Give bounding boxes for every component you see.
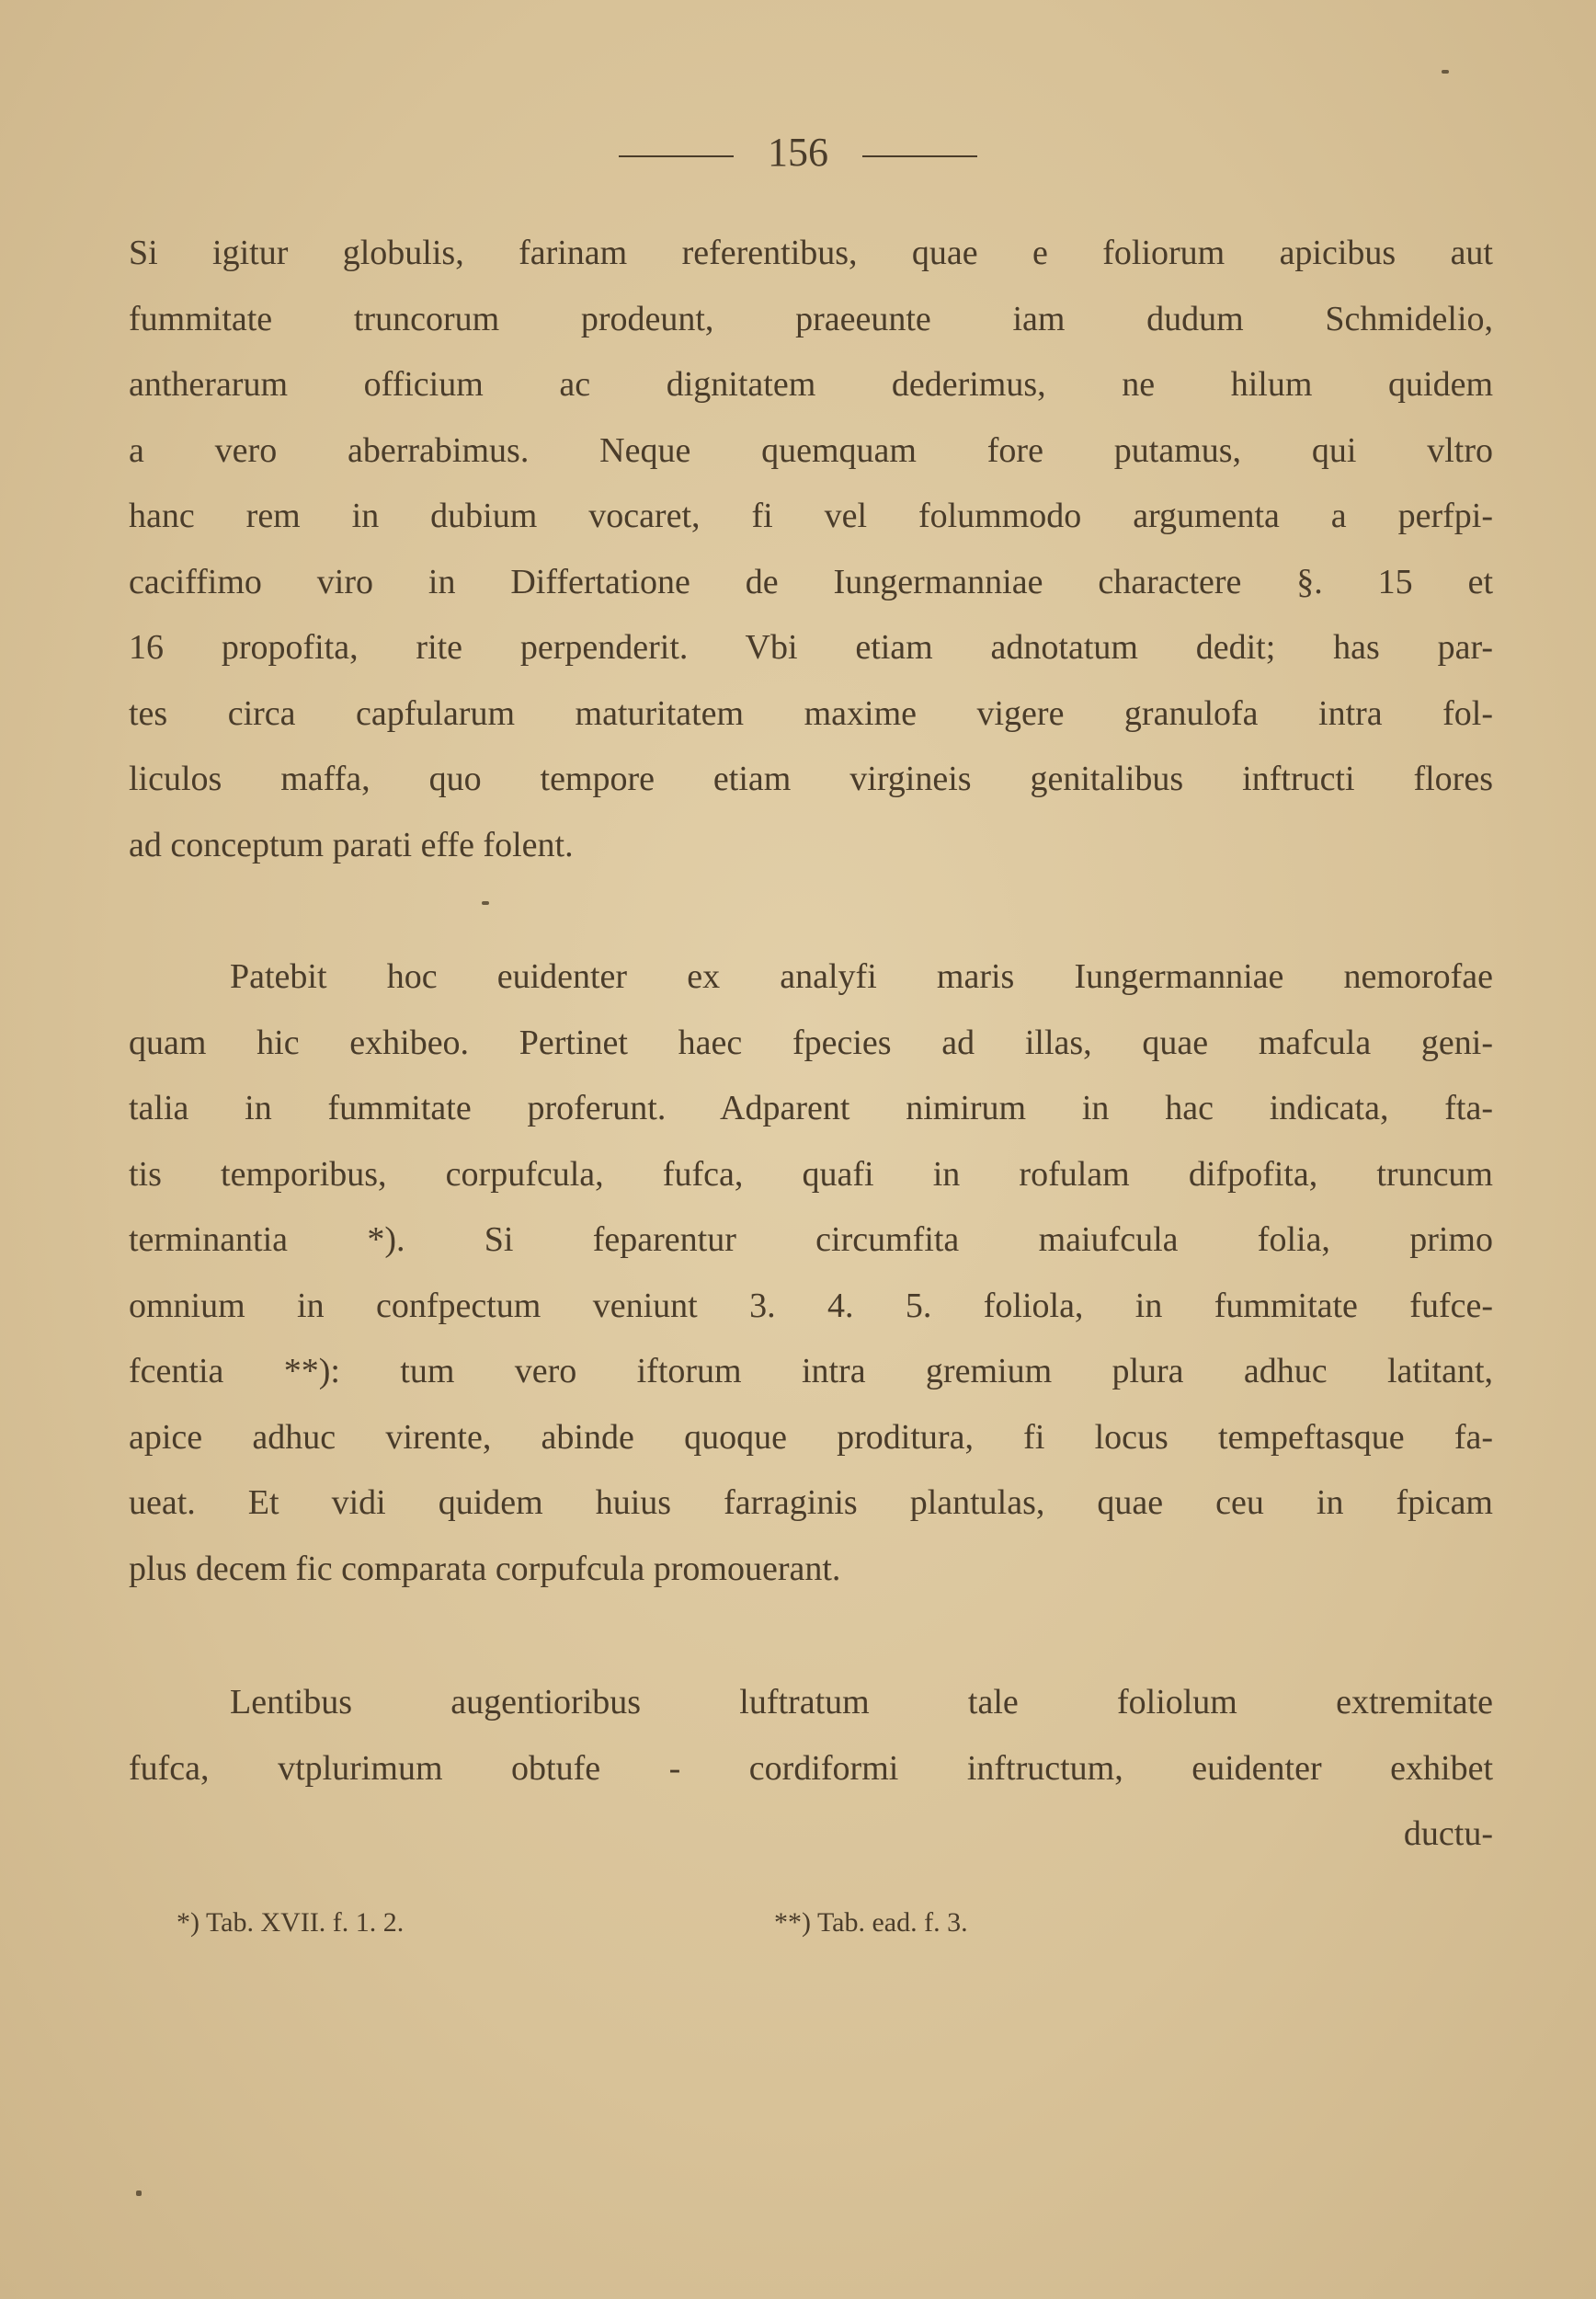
page-header bbox=[0, 129, 1596, 176]
footnote-1: *) Tab. XVII. f. 1. 2. bbox=[177, 1907, 405, 1938]
text-line: terminantia *). Si feparentur circumfita maiufcula folia, primo bbox=[129, 1220, 1493, 1259]
text-line: talia in fummitate proferunt. Adparent nimirum in hac indicata, fta- bbox=[129, 1089, 1493, 1127]
text-line: ueat. Et vidi quidem huius farraginis plantulas, quae ceu in fpicam bbox=[129, 1483, 1493, 1522]
page-number: 156 bbox=[768, 130, 828, 175]
text-line: plus decem fic comparata corpufcula promouerant. bbox=[129, 1549, 841, 1588]
text-line: caciffimo viro in Differtatione de Iungermanniae charactere §. 15 et bbox=[129, 562, 1493, 601]
text-line: fcentia **): tum vero iftorum intra gremium plura adhuc latitant, bbox=[129, 1352, 1493, 1390]
text-line: 16 propofita, rite perpenderit. Vbi etiam adnotatum dedit; has par- bbox=[129, 628, 1493, 667]
text-line: fufca, vtplurimum obtufe - cordiformi inftructum, euidenter exhibet bbox=[129, 1748, 1493, 1788]
text-line: apice adhuc virente, abinde quoque proditura, fi locus tempeftasque fa- bbox=[129, 1417, 1493, 1457]
text-line: tis temporibus, corpufcula, fufca, quafi in rofulam difpofita, truncum bbox=[129, 1154, 1493, 1194]
text-line: ad conceptum parati effe folent. bbox=[129, 825, 574, 864]
paragraph-2 bbox=[129, 944, 1493, 1602]
header-rule-right bbox=[862, 155, 977, 157]
text-line: quam hic exhibeo. Pertinet haec fpecies ad illas, quae mafcula geni- bbox=[129, 1023, 1493, 1062]
paragraph-1 bbox=[129, 221, 1493, 878]
ink-speck bbox=[482, 901, 489, 905]
header-rule-left bbox=[619, 155, 734, 157]
text-line: Si igitur globulis, farinam referentibus, quae e foliorum apicibus aut bbox=[129, 234, 1493, 272]
text-line: tes circa capfularum maturitatem maxime vigere granulofa intra fol- bbox=[129, 693, 1493, 733]
text-line: antherarum officium ac dignitatem dederimus, ne hilum quidem bbox=[129, 365, 1493, 404]
ink-speck bbox=[1442, 70, 1449, 74]
ink-speck bbox=[136, 2190, 142, 2196]
paragraph-3 bbox=[129, 1670, 1493, 1868]
text-line: liculos maffa, quo tempore etiam virgineis genitalibus inftructi flores bbox=[129, 760, 1493, 798]
text-line: omnium in confpectum veniunt 3. 4. 5. foliola, in fummitate fufce- bbox=[129, 1286, 1493, 1325]
catchword: ductu- bbox=[1403, 1814, 1493, 1853]
footnote-2: **) Tab. ead. f. 3. bbox=[774, 1907, 968, 1938]
text-line: Lentibus augentioribus luftratum tale foliolum extremitate bbox=[230, 1683, 1493, 1721]
text-line: a vero aberrabimus. Neque quemquam fore putamus, qui vltro bbox=[129, 430, 1493, 470]
text-line: fummitate truncorum prodeunt, praeeunte iam dudum Schmidelio, bbox=[129, 299, 1493, 338]
text-line: Patebit hoc euidenter ex analyfi maris Iungermanniae nemorofae bbox=[230, 957, 1493, 996]
text-line: hanc rem in dubium vocaret, fi vel folummodo argumenta a perfpi- bbox=[129, 497, 1493, 535]
